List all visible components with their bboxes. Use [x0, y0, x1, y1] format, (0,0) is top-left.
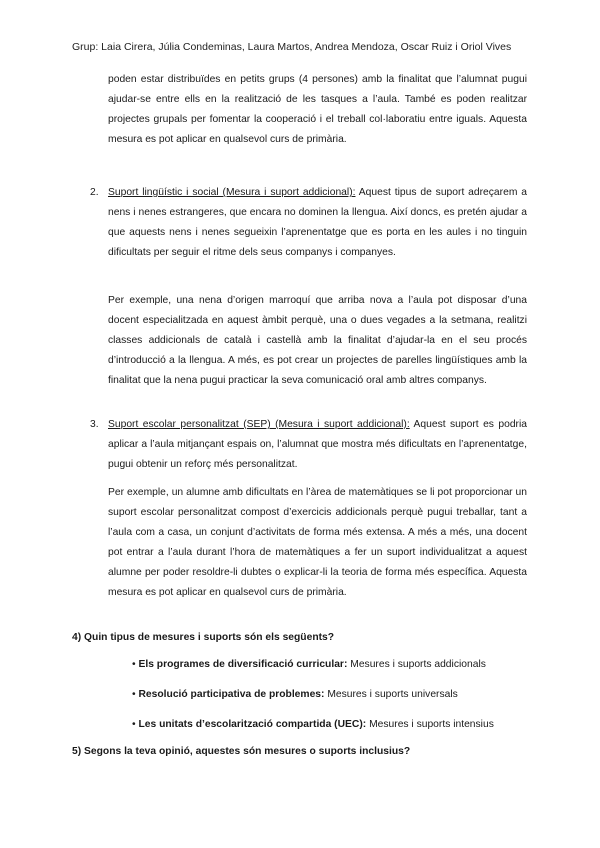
- question-4: 4) Quin tipus de mesures i suports són els següents?: [72, 632, 335, 643]
- item-2-text: Aquest tipus de suport adreçarem a nens i nenes estrangeres, que encara no dominen la llengua. Així doncs, es pretén ajudar a que aquests nens i nenes segueixin l’aprenentatge que es porta en les aules i no tinguin dificultats per seguir el ritme dels seus companys i companyes.: [108, 187, 527, 258]
- bullet-term: Els programes de diversificació curricular:: [138, 659, 348, 670]
- bullet-item: [132, 657, 486, 673]
- item-3-text: Aquest suport es podria aplicar a l’aula mitjançant espais on, l’alumnat que mostra més dificultats en l’aprenentatge, pugui obtenir un reforç més personalitzat.: [108, 419, 527, 470]
- item-3-example: Per exemple, un alumne amb dificultats en l’àrea de matemàtiques se li pot proporcionar un suport escolar personalitzat compost d’exercicis addicionals perquè pugui treballar, tant a l’aula com a casa, un conjunt d’activitats de forma més extensa. A més a més, una docent pot entrar a l’aula durant l’hora de matemàtiques a fer un suport individualitzat a aquest alumne per poder resoldre-li dubtes o explicar-li la teoria de forma més específica. Aquesta mesura es pot aplicar en qualsevol curs de primària.: [108, 487, 527, 598]
- item-2-title: Suport lingüístic i social (Mesura i suport addicional):: [108, 187, 356, 198]
- bullet-value: Mesures i suports universals: [324, 689, 458, 700]
- bullet-item: [132, 717, 494, 733]
- bullet-symbol: •: [132, 719, 136, 730]
- item-2-example: Per exemple, una nena d’origen marroquí que arriba nova a l’aula pot disposar d’una docent especialitzada en aquest àmbit perquè, una o dues vegades a la setmana, realitzi classes addicionals de català i castellà amb la finalitat d’ajudar-la en el seu procés d’introducció a la llengua. A més, es pot crear un projectes de parelles lingüístiques amb la finalitat que la nena pugui practicar la seva comunicació oral amb altres companys.: [108, 295, 527, 386]
- item-3-number: 3.: [90, 419, 99, 430]
- bullet-symbol: •: [132, 659, 136, 670]
- item-2-paragraph: [108, 183, 527, 263]
- intro-paragraph: poden estar distribuïdes en petits grups (4 persones) amb la finalitat que l’alumnat pugui ajudar-se entre ells en la realització de les tasques a l’aula. També es poden realitzar projectes grupals per fomentar la cooperació i el treball col·laboratiu entre iguals. Aquesta mesura es pot aplicar en qualsevol curs de primària.: [108, 74, 527, 145]
- item-3-paragraph: [108, 415, 527, 475]
- item-3-title: Suport escolar personalitzat (SEP) (Mesura i suport addicional):: [108, 419, 410, 430]
- bullet-symbol: •: [132, 689, 136, 700]
- bullet-value: Mesures i suports intensius: [366, 719, 494, 730]
- bullet-item: [132, 687, 458, 703]
- item-2-number: 2.: [90, 187, 99, 198]
- group-header: Grup: Laia Cirera, Júlia Condeminas, Laura Martos, Andrea Mendoza, Oscar Ruiz i Oriol Vives: [72, 41, 512, 53]
- bullet-value: Mesures i suports addicionals: [347, 659, 486, 670]
- question-5: 5) Segons la teva opinió, aquestes són mesures o suports inclusius?: [72, 746, 411, 757]
- bullet-term: Les unitats d’escolarització compartida (UEC):: [138, 719, 367, 730]
- bullet-term: Resolució participativa de problemes:: [138, 689, 325, 700]
